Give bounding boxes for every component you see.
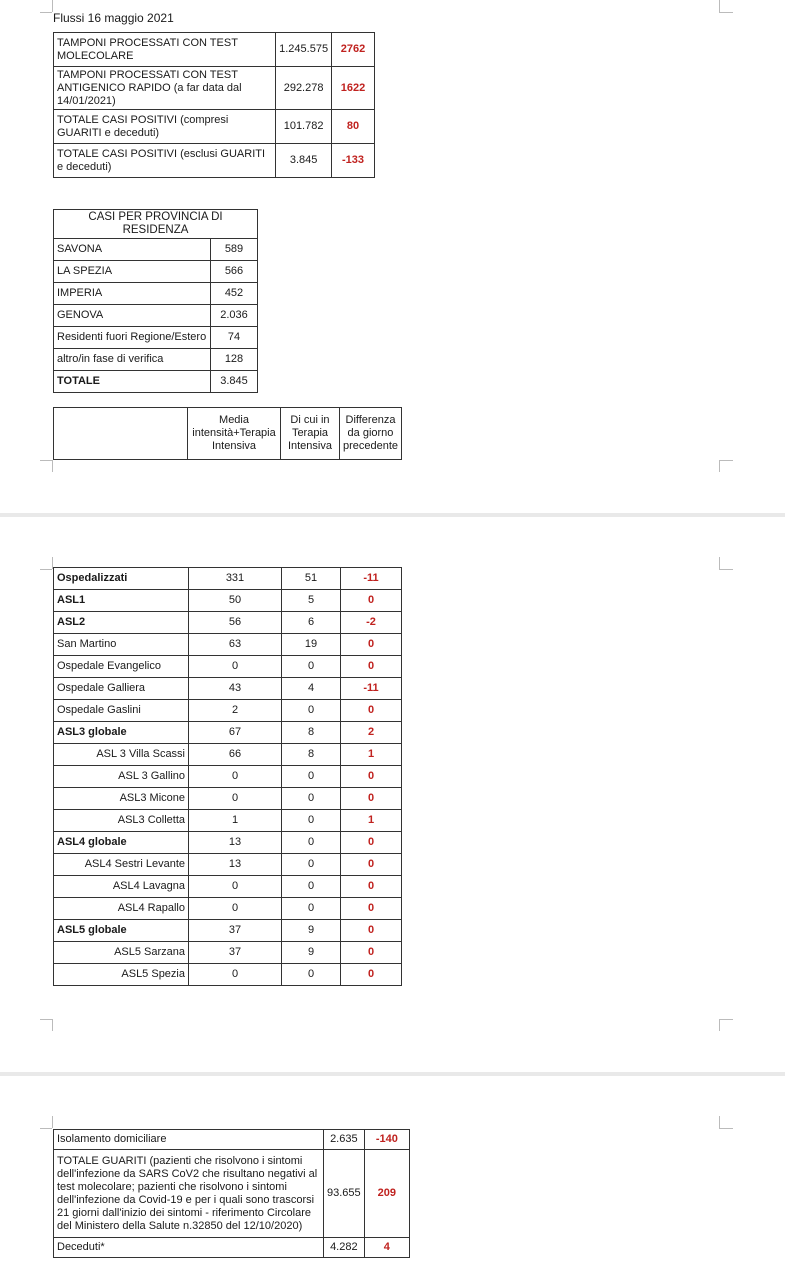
hospital-value: 1	[189, 810, 282, 832]
hospital-ti-value: 8	[282, 722, 341, 744]
final-label: Deceduti*	[54, 1238, 324, 1258]
corner-mark	[719, 0, 720, 12]
hospital-ti-value: 0	[282, 766, 341, 788]
hospital-label: ASL4 Rapallo	[54, 898, 189, 920]
row-value: 1.245.575	[276, 33, 332, 67]
hospital-diff: 0	[341, 898, 402, 920]
hospital-diff: 0	[341, 920, 402, 942]
hospital-label: Ospedale Gaslini	[54, 700, 189, 722]
hospital-diff: 0	[341, 876, 402, 898]
final-value: 93.655	[324, 1150, 365, 1238]
hospital-diff: -11	[341, 568, 402, 590]
row-diff: -133	[332, 144, 375, 178]
corner-mark	[719, 1019, 733, 1020]
hospital-diff: 0	[341, 788, 402, 810]
hospital-ti-value: 0	[282, 898, 341, 920]
province-value: 566	[211, 261, 258, 283]
final-label: TOTALE GUARITI (pazienti che risolvono i sintomi dell'infezione da SARS CoV2 che risultano negativi al test molecolare; pazienti che risolvono i sintomi dell'infezione da Covid-19 e per i quali sono trascorsi 21 giorni dall'inizio dei sintomi - riferimento Circolare del Ministero della Salute n.32850 del 12/10/2020)	[54, 1150, 324, 1238]
hospital-value: 37	[189, 920, 282, 942]
hospital-ti-value: 9	[282, 920, 341, 942]
row-value: 101.782	[276, 110, 332, 144]
hospital-value: 43	[189, 678, 282, 700]
hospital-value: 13	[189, 832, 282, 854]
row-diff: 2762	[332, 33, 375, 67]
hospital-diff: 0	[341, 590, 402, 612]
hospital-diff: -2	[341, 612, 402, 634]
table-row	[54, 810, 402, 832]
hospital-diff: 0	[341, 832, 402, 854]
hospital-label: ASL2	[54, 612, 189, 634]
final-table	[53, 1129, 410, 1258]
corner-mark	[40, 1019, 52, 1020]
hospital-header-table	[53, 407, 402, 460]
corner-mark	[719, 1116, 720, 1128]
table-row	[54, 612, 402, 634]
corner-mark	[40, 1128, 52, 1129]
hospital-diff: 2	[341, 722, 402, 744]
row-label: TOTALE CASI POSITIVI (esclusi GUARITI e deceduti)	[54, 144, 276, 178]
table-row	[54, 239, 258, 261]
page-separator	[0, 513, 785, 517]
hospital-ti-value: 0	[282, 964, 341, 986]
table-row	[54, 722, 402, 744]
hospital-label: ASL 3 Villa Scassi	[54, 744, 189, 766]
table-row	[54, 964, 402, 986]
table-row	[54, 832, 402, 854]
row-label: TAMPONI PROCESSATI CON TEST MOLECOLARE	[54, 33, 276, 67]
province-total-label: TOTALE	[54, 371, 211, 393]
hospital-ti-value: 0	[282, 810, 341, 832]
hospital-value: 0	[189, 766, 282, 788]
corner-mark	[40, 460, 52, 461]
corner-mark	[52, 460, 53, 472]
table-row	[54, 590, 402, 612]
table-row	[54, 1238, 410, 1258]
hospital-label: Ospedale Evangelico	[54, 656, 189, 678]
corner-mark	[52, 1019, 53, 1031]
hospital-label: ASL5 Spezia	[54, 964, 189, 986]
province-header: CASI PER PROVINCIA DI RESIDENZA	[54, 210, 258, 239]
province-label: altro/in fase di verifica	[54, 349, 211, 371]
row-value: 292.278	[276, 67, 332, 110]
header-differenza: Differenza da giorno precedente	[339, 408, 401, 460]
hospital-label: ASL 3 Gallino	[54, 766, 189, 788]
table-row	[54, 1150, 410, 1238]
hospital-label: ASL5 globale	[54, 920, 189, 942]
hospital-diff: 1	[341, 744, 402, 766]
header-empty-cell	[54, 408, 188, 460]
final-diff: 4	[364, 1238, 409, 1258]
final-diff: -140	[364, 1130, 409, 1150]
hospital-ti-value: 6	[282, 612, 341, 634]
hospital-diff: -11	[341, 678, 402, 700]
hospital-diff: 0	[341, 942, 402, 964]
hospital-value: 0	[189, 898, 282, 920]
hospital-diff: 0	[341, 700, 402, 722]
hospital-table	[53, 567, 402, 986]
hospital-value: 56	[189, 612, 282, 634]
table-header-row	[54, 210, 258, 239]
row-label: TAMPONI PROCESSATI CON TEST ANTIGENICO RAPIDO (a far data dal 14/01/2021)	[54, 67, 276, 110]
hospital-ti-value: 51	[282, 568, 341, 590]
hospital-ti-value: 8	[282, 744, 341, 766]
table-row	[54, 678, 402, 700]
province-value: 2.036	[211, 305, 258, 327]
province-label: Residenti fuori Regione/Estero	[54, 327, 211, 349]
table-row	[54, 744, 402, 766]
hospital-value: 331	[189, 568, 282, 590]
corner-mark	[719, 1019, 720, 1031]
province-value: 128	[211, 349, 258, 371]
row-value: 3.845	[276, 144, 332, 178]
hospital-label: Ospedalizzati	[54, 568, 189, 590]
province-label: IMPERIA	[54, 283, 211, 305]
row-diff: 80	[332, 110, 375, 144]
table-row	[54, 656, 402, 678]
province-label: LA SPEZIA	[54, 261, 211, 283]
province-table	[53, 209, 258, 393]
hospital-value: 67	[189, 722, 282, 744]
table-row	[54, 766, 402, 788]
hospital-value: 0	[189, 876, 282, 898]
hospital-value: 2	[189, 700, 282, 722]
hospital-value: 0	[189, 788, 282, 810]
table-row	[54, 283, 258, 305]
province-label: GENOVA	[54, 305, 211, 327]
province-total-value: 3.845	[211, 371, 258, 393]
hospital-ti-value: 0	[282, 700, 341, 722]
hospital-label: ASL4 globale	[54, 832, 189, 854]
hospital-value: 63	[189, 634, 282, 656]
hospital-ti-value: 0	[282, 656, 341, 678]
table-row	[54, 788, 402, 810]
table-row	[54, 371, 258, 393]
hospital-ti-value: 0	[282, 876, 341, 898]
table-row	[54, 898, 402, 920]
corner-mark	[719, 557, 720, 569]
province-value: 452	[211, 283, 258, 305]
table-row	[54, 854, 402, 876]
hospital-label: San Martino	[54, 634, 189, 656]
hospital-value: 0	[189, 964, 282, 986]
hospital-ti-value: 0	[282, 854, 341, 876]
table-row	[54, 144, 375, 178]
hospital-label: ASL4 Sestri Levante	[54, 854, 189, 876]
final-value: 4.282	[324, 1238, 365, 1258]
province-value: 589	[211, 239, 258, 261]
hospital-ti-value: 19	[282, 634, 341, 656]
corner-mark	[52, 1116, 53, 1128]
corner-mark	[719, 460, 733, 461]
table-row	[54, 920, 402, 942]
hospital-label: ASL3 globale	[54, 722, 189, 744]
hospital-value: 0	[189, 656, 282, 678]
province-value: 74	[211, 327, 258, 349]
hospital-label: ASL4 Lavagna	[54, 876, 189, 898]
hospital-value: 13	[189, 854, 282, 876]
page-separator	[0, 1072, 785, 1076]
table-row	[54, 67, 375, 110]
table-row	[54, 1130, 410, 1150]
final-value: 2.635	[324, 1130, 365, 1150]
hospital-diff: 0	[341, 656, 402, 678]
corner-mark	[719, 1128, 733, 1129]
province-label: SAVONA	[54, 239, 211, 261]
hospital-value: 66	[189, 744, 282, 766]
table-row	[54, 942, 402, 964]
corner-mark	[40, 569, 52, 570]
final-label: Isolamento domiciliare	[54, 1130, 324, 1150]
table-row	[54, 568, 402, 590]
hospital-label: ASL1	[54, 590, 189, 612]
corner-mark	[719, 460, 720, 472]
corner-mark	[40, 12, 52, 13]
header-media-intensita: Media intensità+Terapia Intensiva	[188, 408, 281, 460]
hospital-label: Ospedale Galliera	[54, 678, 189, 700]
hospital-diff: 0	[341, 766, 402, 788]
final-diff: 209	[364, 1150, 409, 1238]
row-diff: 1622	[332, 67, 375, 110]
table-row	[54, 876, 402, 898]
hospital-ti-value: 0	[282, 788, 341, 810]
hospital-label: ASL3 Colletta	[54, 810, 189, 832]
table-row	[54, 261, 258, 283]
corner-mark	[719, 12, 733, 13]
table-row	[54, 327, 258, 349]
hospital-diff: 0	[341, 964, 402, 986]
hospital-ti-value: 4	[282, 678, 341, 700]
table-row	[54, 33, 375, 67]
hospital-value: 37	[189, 942, 282, 964]
page-title: Flussi 16 maggio 2021	[53, 11, 174, 25]
table-header-row	[54, 408, 402, 460]
table-row	[54, 700, 402, 722]
table-row	[54, 634, 402, 656]
header-terapia-intensiva: Di cui in Terapia Intensiva	[281, 408, 340, 460]
hospital-ti-value: 5	[282, 590, 341, 612]
hospital-value: 50	[189, 590, 282, 612]
hospital-diff: 0	[341, 634, 402, 656]
hospital-label: ASL5 Sarzana	[54, 942, 189, 964]
table-row	[54, 305, 258, 327]
hospital-diff: 1	[341, 810, 402, 832]
hospital-ti-value: 9	[282, 942, 341, 964]
hospital-label: ASL3 Micone	[54, 788, 189, 810]
table-row	[54, 110, 375, 144]
hospital-ti-value: 0	[282, 832, 341, 854]
table-row	[54, 349, 258, 371]
summary-table	[53, 32, 375, 178]
hospital-diff: 0	[341, 854, 402, 876]
corner-mark	[719, 569, 733, 570]
row-label: TOTALE CASI POSITIVI (compresi GUARITI e deceduti)	[54, 110, 276, 144]
